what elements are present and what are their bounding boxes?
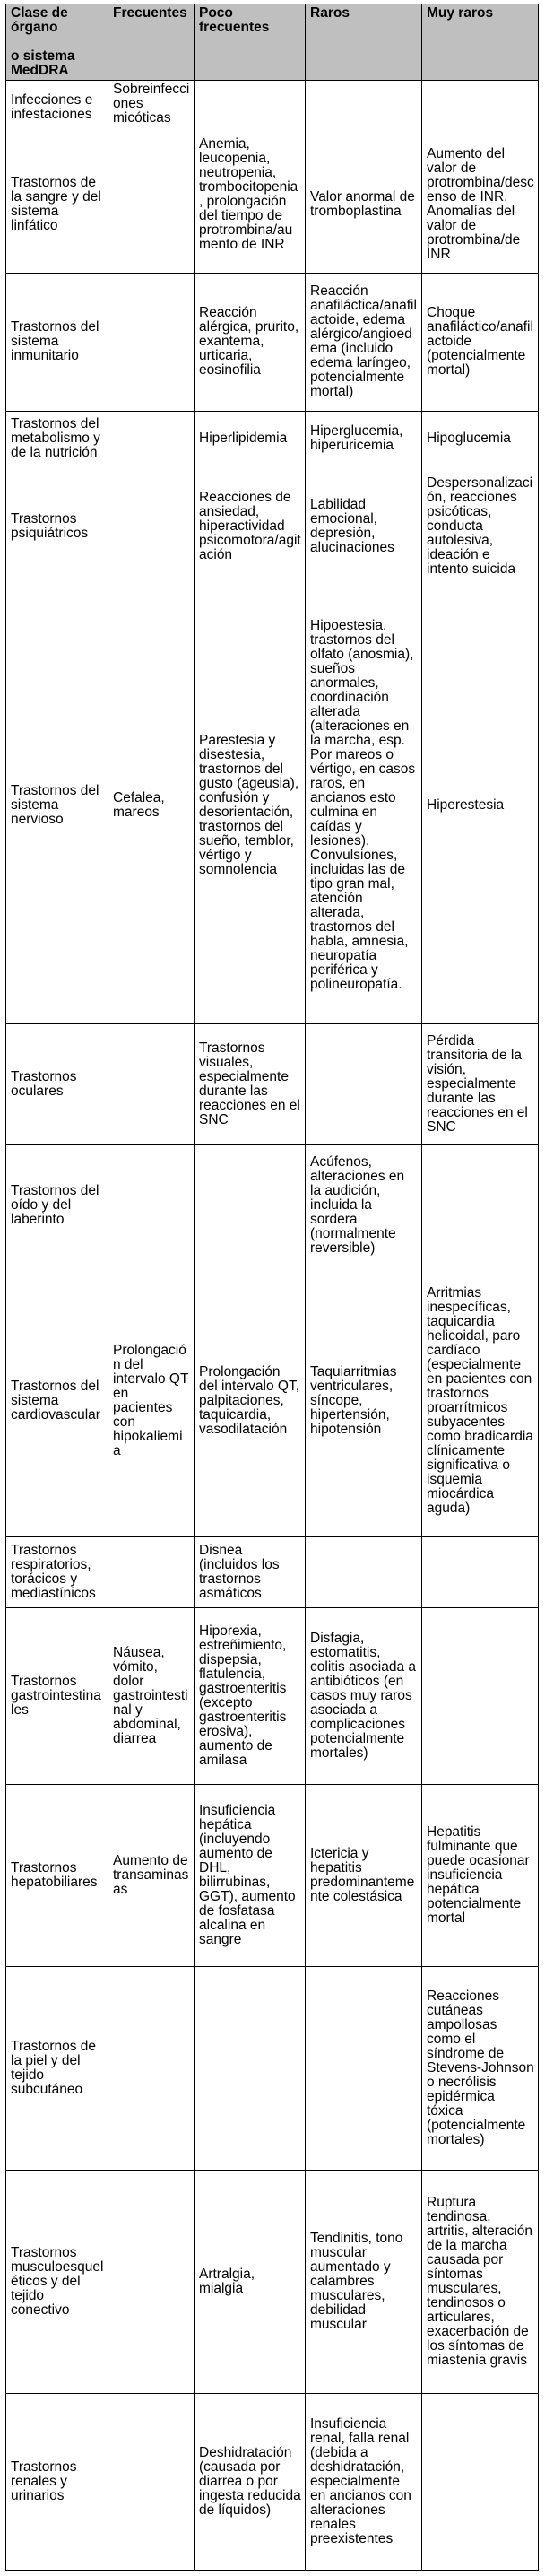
organ-class-cell: Trastornos musculoesqueléticos y del tejido conectivo <box>6 2170 108 2394</box>
poco-frecuentes-cell: Anemia, leucopenia, neutropenia, trombocitopenia, prolongación del tiempo de protrombina/aumento de INR <box>195 135 306 274</box>
raros-cell: Tendinitis, tono muscular aumentado y calambres musculares, debilidad muscular <box>306 2170 422 2394</box>
frecuentes-cell: Aumento de transaminasas <box>108 1784 195 1966</box>
poco-frecuentes-cell: Artralgia, mialgia <box>195 2170 306 2394</box>
organ-class-cell: Trastornos del sistema nervioso <box>6 587 108 1024</box>
frecuentes-cell <box>108 411 195 466</box>
poco-frecuentes-cell: Deshidratación (causada por diarrea o por ingesta reducida de líquidos) <box>195 2394 306 2571</box>
frecuentes-cell: Prolongación del intervalo QT en pacientes con hipokaliemia <box>108 1266 195 1537</box>
raros-cell: Hiperglucemia, hiperuricemia <box>306 411 422 466</box>
header-muy-raros: Muy raros <box>422 4 539 81</box>
organ-class-cell: Trastornos gastrointestinales <box>6 1608 108 1784</box>
table-row <box>6 587 539 1024</box>
frecuentes-cell <box>108 135 195 274</box>
frecuentes-cell: Sobreinfecciones micóticas <box>108 81 195 135</box>
header-frecuentes: Frecuentes <box>108 4 195 81</box>
frecuentes-cell <box>108 1023 195 1144</box>
table-row <box>6 2394 539 2571</box>
muy-raros-cell <box>422 1608 539 1784</box>
muy-raros-cell: Choque anafiláctico/anafilactoide (potencialmente mortal) <box>422 273 539 411</box>
table-row <box>6 273 539 411</box>
frecuentes-cell <box>108 2170 195 2394</box>
table-row <box>6 1608 539 1784</box>
table-row <box>6 2170 539 2394</box>
organ-class-cell: Trastornos hepatobiliares <box>6 1784 108 1966</box>
muy-raros-cell: Ruptura tendinosa, artritis, alteración de la marcha causada por síntomas musculares, tendinosos o articulares, exacerbación de los síntomas de miastenia gravis <box>422 2170 539 2394</box>
muy-raros-cell <box>422 1144 539 1266</box>
raros-cell: Hipoestesia, trastornos del olfato (anosmia), sueños anormales, coordinación alterada (alteraciones en la marcha, esp. Por mareos o vértigo, en casos raros, en ancianos esto culmina en caídas y lesiones). Convulsiones, incluidas las de tipo gran mal, atención alterada, trastornos del habla, amnesia, neuropatía periférica y polineuropatía. <box>306 587 422 1024</box>
muy-raros-cell <box>422 1536 539 1608</box>
raros-cell: Reacción anafiláctica/anafilactoide, edema alérgico/angioedema (incluido edema laríngeo, potencialmente mortal) <box>306 273 422 411</box>
raros-cell: Taquiarritmias ventriculares, síncope, hipertensión, hipotensión <box>306 1266 422 1537</box>
poco-frecuentes-cell <box>195 1144 306 1266</box>
organ-class-cell: Trastornos del metabolismo y de la nutrición <box>6 411 108 466</box>
table-row <box>6 135 539 274</box>
poco-frecuentes-cell: Reacciones de ansiedad, hiperactividad psicomotora/agitación <box>195 466 306 587</box>
organ-class-cell: Trastornos renales y urinarios <box>6 2394 108 2571</box>
frecuentes-cell <box>108 1144 195 1266</box>
raros-cell: Valor anormal de tromboplastina <box>306 135 422 274</box>
frecuentes-cell: Náusea, vómito, dolor gastrointestinal y abdominal, diarrea <box>108 1608 195 1784</box>
poco-frecuentes-cell: Hiperlipidemia <box>195 411 306 466</box>
table-row <box>6 466 539 587</box>
poco-frecuentes-cell: Reacción alérgica, prurito, exantema, urticaria, eosinofilia <box>195 273 306 411</box>
muy-raros-cell: Reacciones cutáneas ampollosas como el síndrome de Stevens-Johnson o necrólisis epidérmica tóxica (potencialmente mortales) <box>422 1967 539 2171</box>
raros-cell <box>306 1967 422 2171</box>
organ-class-cell: Trastornos respiratorios, torácicos y mediastínicos <box>6 1536 108 1608</box>
raros-cell <box>306 1023 422 1144</box>
table-header-row <box>6 4 539 81</box>
raros-cell <box>306 81 422 135</box>
raros-cell <box>306 1536 422 1608</box>
muy-raros-cell: Hiperestesia <box>422 587 539 1024</box>
muy-raros-cell <box>422 2394 539 2571</box>
raros-cell: Ictericia y hepatitis predominantemente colestásica <box>306 1784 422 1966</box>
raros-cell: Disfagia, estomatitis, colitis asociada a antibióticos (en casos muy raros asociada a complicaciones potencialmente mortales) <box>306 1608 422 1784</box>
raros-cell: Acúfenos, alteraciones en la audición, incluida la sordera (normalmente reversible) <box>306 1144 422 1266</box>
frecuentes-cell <box>108 466 195 587</box>
organ-class-cell: Trastornos psiquiátricos <box>6 466 108 587</box>
muy-raros-cell: Despersonalización, reacciones psicóticas, conducta autolesiva, ideación e intento suicida <box>422 466 539 587</box>
raros-cell: Labilidad emocional, depresión, alucinaciones <box>306 466 422 587</box>
table-row <box>6 1144 539 1266</box>
poco-frecuentes-cell: Insuficiencia hepática (incluyendo aumento de DHL, bilirrubinas, GGT), aumento de fosfatasa alcalina en sangre <box>195 1784 306 1966</box>
table-row <box>6 81 539 135</box>
frecuentes-cell <box>108 1967 195 2171</box>
poco-frecuentes-cell: Prolongación del intervalo QT, palpitaciones, taquicardia, vasodilatación <box>195 1266 306 1537</box>
poco-frecuentes-cell: Disnea (incluidos los trastornos asmáticos <box>195 1536 306 1608</box>
organ-class-cell: Trastornos de la sangre y del sistema linfático <box>6 135 108 274</box>
poco-frecuentes-cell: Parestesia y disestesia, trastornos del gusto (ageusia), confusión y desorientación, trastornos del sueño, temblor, vértigo y somnolencia <box>195 587 306 1024</box>
frecuentes-cell <box>108 273 195 411</box>
organ-class-cell: Trastornos del sistema inmunitario <box>6 273 108 411</box>
frecuentes-cell <box>108 1536 195 1608</box>
muy-raros-cell: Hipoglucemia <box>422 411 539 466</box>
poco-frecuentes-cell: Hiporexia, estreñimiento, dispepsia, flatulencia, gastroenteritis (excepto gastroenteritis erosiva), aumento de amilasa <box>195 1608 306 1784</box>
header-organ-class: Clase de órgano o sistema MedDRA <box>6 4 108 81</box>
table-row <box>6 1536 539 1608</box>
poco-frecuentes-cell <box>195 81 306 135</box>
poco-frecuentes-cell <box>195 1967 306 2171</box>
table-row <box>6 1784 539 1966</box>
organ-class-cell: Infecciones e infestaciones <box>6 81 108 135</box>
muy-raros-cell: Aumento del valor de protrombina/descenso de INR. Anomalías del valor de protrombina/de INR <box>422 135 539 274</box>
header-poco-frecuentes: Poco frecuentes <box>195 4 306 81</box>
frecuentes-cell: Cefalea, mareos <box>108 587 195 1024</box>
organ-class-cell: Trastornos oculares <box>6 1023 108 1144</box>
muy-raros-cell: Hepatitis fulminante que puede ocasionar insuficiencia hepática potencialmente mortal <box>422 1784 539 1966</box>
muy-raros-cell: Arritmias inespecíficas, taquicardia helicoidal, paro cardíaco (especialmente en pacientes con trastornos proarrítmicos subyacentes como bradicardia clínicamente significativa o isquemia miocárdica aguda) <box>422 1266 539 1537</box>
muy-raros-cell: Pérdida transitoria de la visión, especialmente durante las reacciones en el SNC <box>422 1023 539 1144</box>
organ-class-cell: Trastornos de la piel y del tejido subcutáneo <box>6 1967 108 2171</box>
table-row <box>6 1967 539 2171</box>
header-raros: Raros <box>306 4 422 81</box>
organ-class-cell: Trastornos del sistema cardiovascular <box>6 1266 108 1537</box>
adverse-effects-table <box>5 4 539 2571</box>
raros-cell: Insuficiencia renal, falla renal (debida a deshidratación, especialmente en ancianos con alteraciones renales preexistentes <box>306 2394 422 2571</box>
table-row <box>6 1023 539 1144</box>
poco-frecuentes-cell: Trastornos visuales, especialmente durante las reacciones en el SNC <box>195 1023 306 1144</box>
organ-class-cell: Trastornos del oído y del laberinto <box>6 1144 108 1266</box>
muy-raros-cell <box>422 81 539 135</box>
table-row <box>6 411 539 466</box>
table-row <box>6 1266 539 1537</box>
frecuentes-cell <box>108 2394 195 2571</box>
